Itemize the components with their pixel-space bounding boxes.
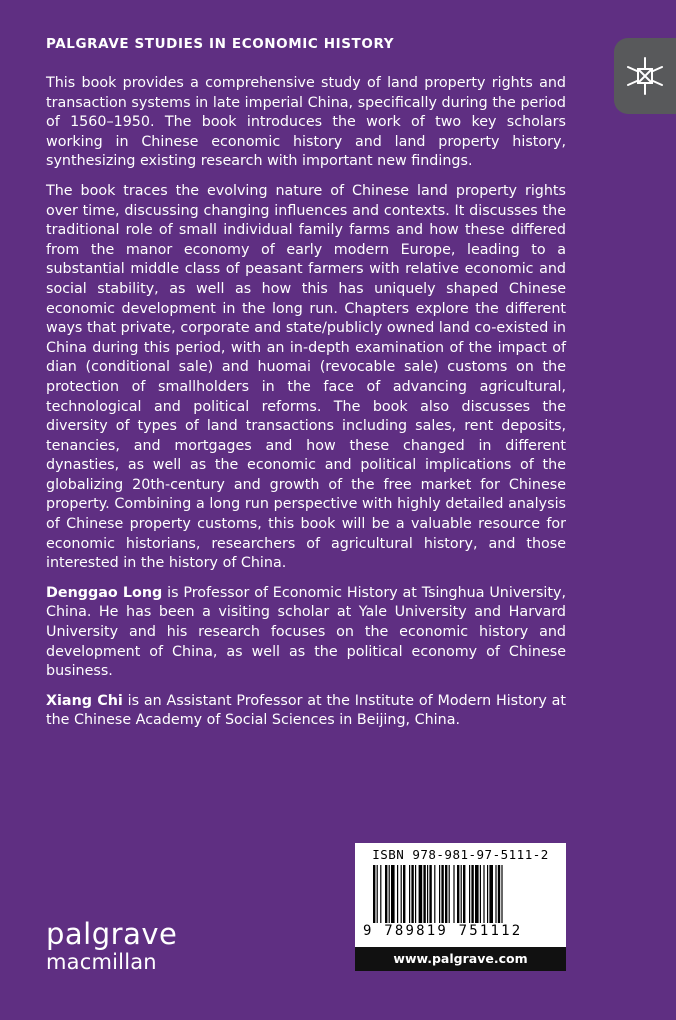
summary-paragraph-2: The book traces the evolving nature of Chinese land property rights over time, discussing changing influences and contexts. It discusses the traditional role of small individual family farms and how these differed from the manor economy of early modern Europe, leading to a substantial middle class of peasant farmers with relative economic and social stability, as well as how this has uniquely shaped Chinese economic development in the long run. Chapters explore the different ways that private, corporate and state/publicly owned land co-existed in China during this period, with an in-depth examination of the impact of dian (conditional sale) and huomai (revocable sale) customs on the protection of smallholders in the face of advancing agricultural, technological and political reforms. The book also discusses the diversity of types of land transactions including sales, rent deposits, tenancies, and mortgages and how these changed in different dynasties, as well as the economic and political implications of the globalizing 20th-century and growth of the free market for Chinese property. Combining a long run perspective with highly detailed analysis of Chinese property customs, this book will be a valuable resource for economic historians, researchers of agricultural history, and those interested in the history of China. <box>46 182 566 572</box>
barcode-bar <box>495 865 496 923</box>
author-bio-2 <box>46 692 566 731</box>
barcode-bar <box>441 865 443 923</box>
barcode-bar <box>475 865 479 923</box>
barcode-bar <box>463 865 465 923</box>
author-name: Denggao Long <box>46 584 163 601</box>
barcode-bar <box>411 865 413 923</box>
barcode-bar <box>434 865 435 923</box>
barcode-bar <box>469 865 470 923</box>
series-title: PALGRAVE STUDIES IN ECONOMIC HISTORY <box>46 36 395 52</box>
back-cover-description <box>46 74 566 741</box>
barcode-bar <box>373 865 375 923</box>
barcode-bar <box>445 865 447 923</box>
barcode-bar <box>403 865 405 923</box>
isbn-label: ISBN 978-981-97-5111-2 <box>372 847 549 862</box>
barcode-bar <box>385 865 387 923</box>
barcode-bar <box>423 865 425 923</box>
barcode-bar <box>489 865 493 923</box>
barcode-bar <box>471 865 473 923</box>
barcode-bar <box>498 865 500 923</box>
barcode-bars <box>373 865 553 925</box>
barcode-bar <box>415 865 416 923</box>
barcode-bar <box>429 865 431 923</box>
barcode-bar <box>483 865 484 923</box>
author-bio-text: is an Assistant Professor at the Institute of Modern History at the Chinese Academy of Social Sciences in Beijing, China. <box>46 692 566 729</box>
author-bio-text: is Professor of Economic History at Tsinghua University, China. He has been a visiting scholar at Yale University and Harvard University and his research focuses on the economic history and development of China, as well as the political economy of Chinese business. <box>46 584 566 680</box>
barcode-bar <box>461 865 462 923</box>
publisher-website: www.palgrave.com <box>355 947 566 971</box>
barcode-bar <box>480 865 481 923</box>
barcode-bar <box>487 865 488 923</box>
palgrave-star-icon <box>624 54 666 98</box>
author-name: Xiang Chi <box>46 692 123 709</box>
barcode-bar <box>380 865 381 923</box>
barcode-bar <box>453 865 454 923</box>
palgrave-macmillan-logo <box>46 917 178 974</box>
barcode-bar <box>427 865 428 923</box>
barcode-bar <box>401 865 402 923</box>
logo-line-palgrave: palgrave <box>46 917 178 951</box>
barcode-bar <box>457 865 459 923</box>
barcode-bar <box>449 865 450 923</box>
isbn-barcode <box>355 843 566 947</box>
barcode-bar <box>439 865 440 923</box>
barcode-bar <box>501 865 502 923</box>
logo-line-macmillan: macmillan <box>46 950 157 974</box>
summary-paragraph-1: This book provides a comprehensive study of land property rights and transaction systems in late imperial China, specifically during the period of 1560–1950. The book introduces the work of two key scholars working in Chinese economic history and land property history, synthesizing existing research with important new findings. <box>46 75 566 170</box>
publisher-logo-tab <box>614 38 676 114</box>
barcode-bar <box>389 865 390 923</box>
barcode-bar <box>409 865 410 923</box>
author-bio-1 <box>46 584 566 682</box>
barcode-bar <box>419 865 423 923</box>
barcode-digits: 9 789819 751112 <box>363 923 523 939</box>
barcode-bar <box>377 865 378 923</box>
barcode-bar <box>391 865 395 923</box>
barcode-bar <box>397 865 398 923</box>
